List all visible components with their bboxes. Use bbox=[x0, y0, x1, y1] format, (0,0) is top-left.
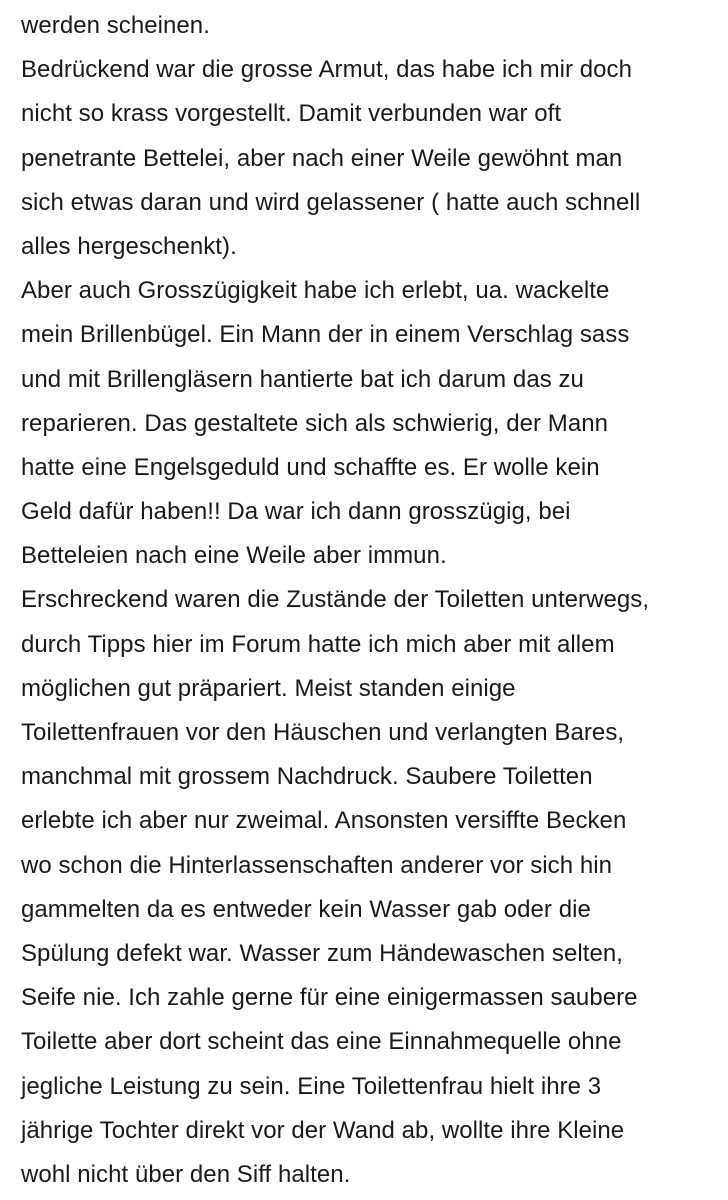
text-line: Spülung defekt war. Wasser zum Händewaschen selten, bbox=[21, 939, 623, 967]
text-line: nicht so krass vorgestellt. Damit verbunden war oft bbox=[21, 100, 562, 128]
text-line: und mit Brillengläsern hantierte bat ich darum das zu bbox=[21, 365, 584, 393]
text-line: Toilettenfrauen vor den Häuschen und verlangten Bares, bbox=[21, 719, 625, 746]
text-line: Seife nie. Ich zahle gerne für eine einigermassen saubere bbox=[21, 984, 638, 1012]
text-line: jegliche Leistung zu sein. Eine Toilettenfrau hielt ihre 3 bbox=[21, 1072, 602, 1100]
text-line: manchmal mit grossem Nachdruck. Saubere Toiletten bbox=[21, 763, 593, 791]
text-line: mein Brillenbügel. Ein Mann der in einem Verschlag sass bbox=[21, 321, 630, 349]
text-line: möglichen gut präpariert. Meist standen einige bbox=[21, 674, 516, 702]
text-line: jährige Tochter direkt vor der Wand ab, wollte ihre Kleine bbox=[21, 1116, 625, 1144]
text-line: wohl nicht über den Siff halten. bbox=[21, 1160, 351, 1188]
text-line: sich etwas daran und wird gelassener ( hatte auch schnell bbox=[21, 188, 641, 216]
text-line: penetrante Bettelei, aber nach einer Weile gewöhnt man bbox=[21, 144, 623, 172]
text-line: Betteleien nach eine Weile aber immun. bbox=[21, 542, 447, 570]
text-line: werden scheinen. bbox=[21, 12, 210, 39]
text-line: gammelten da es entweder kein Wasser gab oder die bbox=[21, 895, 591, 923]
text-line: Geld dafür haben!! Da war ich dann grosszügig, bei bbox=[21, 498, 571, 526]
text-line: durch Tipps hier im Forum hatte ich mich aber mit allem bbox=[21, 630, 615, 658]
text-line: Toilette aber dort scheint das eine Einnahmequelle ohne bbox=[21, 1028, 622, 1056]
text-line: Erschreckend waren die Zustände der Toiletten unterwegs, bbox=[21, 586, 650, 614]
text-line: wo schon die Hinterlassenschaften anderer vor sich hin bbox=[21, 851, 613, 879]
text-line: reparieren. Das gestaltete sich als schwierig, der Mann bbox=[21, 409, 609, 437]
text-line: erlebte ich aber nur zweimal. Ansonsten versiffte Becken bbox=[21, 807, 627, 835]
text-line: hatte eine Engelsgeduld und schaffte es. Er wolle kein bbox=[21, 453, 600, 481]
text-line: alles hergeschenkt). bbox=[21, 232, 237, 260]
text-line: Aber auch Grosszügigkeit habe ich erlebt, ua. wackelte bbox=[21, 277, 610, 305]
post-body-text bbox=[21, 4, 721, 1197]
text-line: Bedrückend war die grosse Armut, das habe ich mir doch bbox=[21, 56, 633, 84]
